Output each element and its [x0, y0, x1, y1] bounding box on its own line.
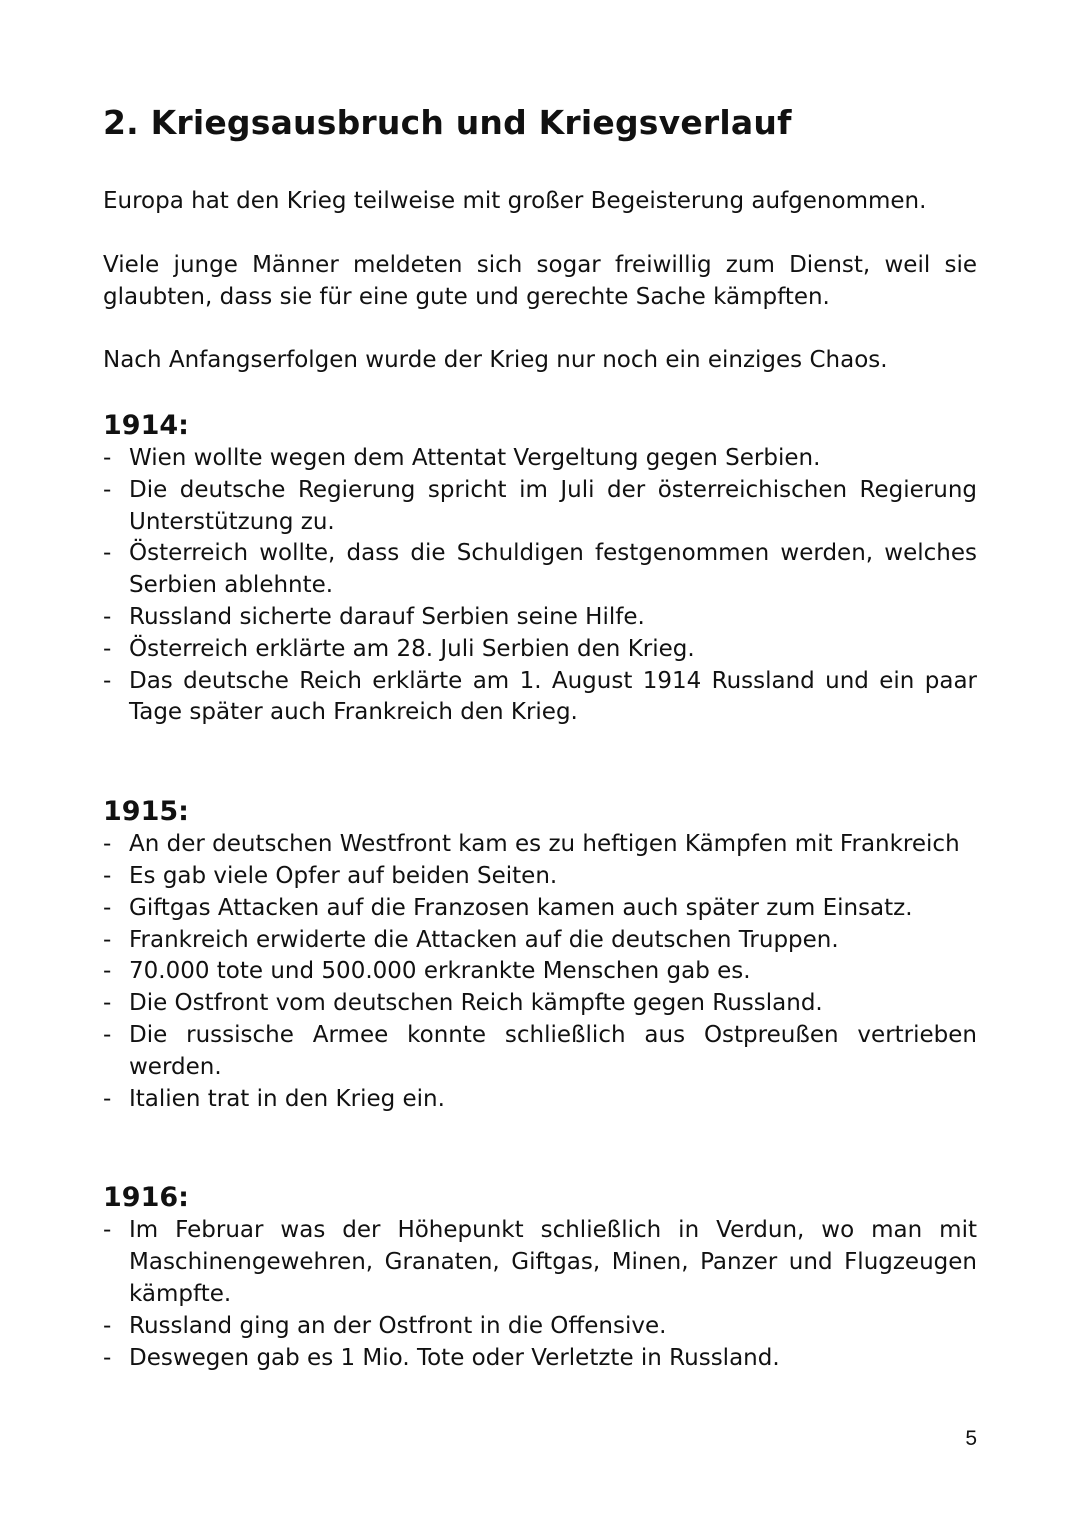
section-1915 [103, 795, 977, 1115]
bullet-list [103, 443, 977, 729]
dash-bullet-icon: - [103, 1217, 112, 1244]
list-item [103, 861, 977, 893]
list-item [103, 602, 977, 634]
list-item [103, 1020, 977, 1084]
list-item-text: Deswegen gab es 1 Mio. Tote oder Verletzte in Russland. [129, 1344, 780, 1371]
list-item [103, 893, 977, 925]
year-heading: 1914: [103, 410, 189, 441]
list-item [103, 1311, 977, 1343]
intro-paragraph: Viele junge Männer meldeten sich sogar freiwillig zum Dienst, weil sie glaubten, dass sie für eine gute und gerechte Sache kämpften. [103, 252, 977, 310]
dash-bullet-icon: - [103, 926, 112, 953]
list-item [103, 1215, 977, 1310]
list-item [103, 925, 977, 957]
dash-bullet-icon: - [103, 603, 112, 630]
dash-bullet-icon: - [103, 1344, 112, 1371]
list-item [103, 634, 977, 666]
list-item-text: Russland ging an der Ostfront in die Offensive. [129, 1312, 667, 1339]
bullet-list [103, 829, 977, 1115]
dash-bullet-icon: - [103, 667, 112, 694]
list-item-text: Österreich erklärte am 28. Juli Serbien den Krieg. [129, 635, 695, 662]
dash-bullet-icon: - [103, 476, 112, 503]
dash-bullet-icon: - [103, 958, 112, 985]
list-item-text: Das deutsche Reich erklärte am 1. August 1914 Russland und ein paar Tage später auch Frankreich den Krieg. [129, 667, 977, 726]
year-heading: 1915: [103, 796, 189, 828]
list-item [103, 538, 977, 602]
page-number: 5 [965, 1427, 977, 1450]
dash-bullet-icon: - [103, 1085, 112, 1112]
dash-bullet-icon: - [103, 445, 112, 471]
list-item-text: 70.000 tote und 500.000 erkrankte Menschen gab es. [129, 958, 751, 985]
dash-bullet-icon: - [103, 894, 112, 921]
list-item-text: An der deutschen Westfront kam es zu heftigen Kämpfen mit Frankreich [129, 831, 960, 858]
list-item-text: Im Februar was der Höhepunkt schließlich in Verdun, wo man mit Maschinengewehren, Granaten, Giftgas, Minen, Panzer und Flugzeugen kämpfte. [129, 1217, 977, 1307]
list-item [103, 1084, 977, 1116]
list-item-text: Es gab viele Opfer auf beiden Seiten. [129, 862, 558, 889]
list-item-text: Russland sicherte darauf Serbien seine Hilfe. [129, 603, 645, 630]
dash-bullet-icon: - [103, 540, 112, 567]
dash-bullet-icon: - [103, 990, 112, 1017]
list-item [103, 443, 977, 475]
page-title: 2. Kriegsausbruch und Kriegsverlauf [103, 103, 792, 142]
dash-bullet-icon: - [103, 1312, 112, 1339]
list-item-text: Frankreich erwiderte die Attacken auf die deutschen Truppen. [129, 926, 839, 953]
intro-paragraph: Nach Anfangserfolgen wurde der Krieg nur noch ein einziges Chaos. [103, 347, 888, 373]
bullet-list [103, 1215, 977, 1374]
list-item-text: Die russische Armee konnte schließlich aus Ostpreußen vertrieben werden. [129, 1021, 977, 1080]
list-item [103, 1343, 977, 1375]
list-item-text: Giftgas Attacken auf die Franzosen kamen auch später zum Einsatz. [129, 894, 913, 921]
dash-bullet-icon: - [103, 862, 112, 889]
list-item [103, 988, 977, 1020]
intro-paragraph: Europa hat den Krieg teilweise mit großer Begeisterung aufgenommen. [103, 188, 927, 214]
list-item [103, 475, 977, 539]
section-1916 [103, 1181, 977, 1374]
list-item-text: Wien wollte wegen dem Attentat Vergeltung gegen Serbien. [129, 445, 821, 471]
list-item [103, 666, 977, 730]
list-item [103, 829, 977, 861]
list-item [103, 956, 977, 988]
dash-bullet-icon: - [103, 831, 112, 858]
list-item-text: Die deutsche Regierung spricht im Juli der österreichischen Regierung Unterstützung zu. [129, 476, 977, 535]
year-heading: 1916: [103, 1182, 189, 1214]
list-item-text: Die Ostfront vom deutschen Reich kämpfte gegen Russland. [129, 990, 823, 1017]
list-item-text: Österreich wollte, dass die Schuldigen festgenommen werden, welches Serbien ablehnte. [129, 540, 977, 599]
list-item-text: Italien trat in den Krieg ein. [129, 1085, 445, 1112]
dash-bullet-icon: - [103, 635, 112, 662]
dash-bullet-icon: - [103, 1021, 112, 1048]
document-page [103, 100, 977, 1374]
section-1914 [103, 409, 977, 729]
